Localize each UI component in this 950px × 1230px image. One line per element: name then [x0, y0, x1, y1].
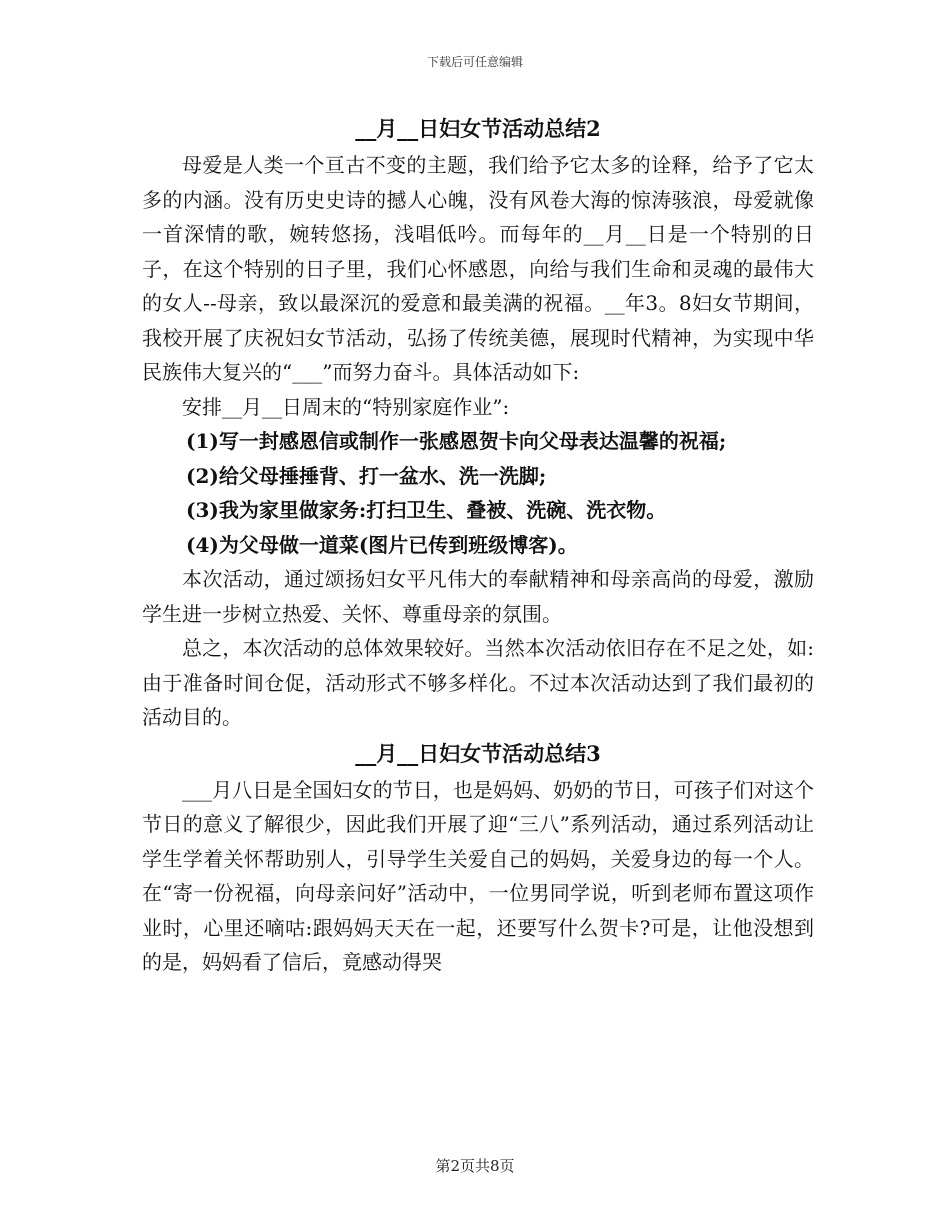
- document-body: [142, 110, 814, 980]
- homework-item-1: (1)写一封感恩信或制作一张感恩贺卡向父母表达温馨的祝福;: [186, 429, 727, 453]
- homework-item-4: (4)为父母做一道菜(图片已传到班级博客)。: [186, 532, 578, 557]
- section-2-intro-paragraph: 母爱是人类一个亘古不变的主题，我们给予它太多的诠释，给予了它太多的内涵。没有历史史诗的撼人心魄，没有风卷大海的惊涛骇浪，母爱就像一首深情的歌，婉转悠扬，浅唱低吟。而每年的__月__日是一个特别的日子，在这个特别的日子里，我们心怀感恩，向给与我们生命和灵魂的最伟大的女人--母亲，致以最深沉的爱意和最美满的祝福。__年3。8妇女节期间，我校开展了庆祝妇女节活动，弘扬了传统美德，展现时代精神，为实现中华民族伟大复兴的“___”而努力奋斗。具体活动如下:: [142, 153, 814, 384]
- page-footer: 第2页共8页: [435, 1157, 515, 1175]
- section-3-title: __月__日妇女节活动总结3: [355, 740, 601, 766]
- section-3-intro-paragraph: ___月八日是全国妇女的节日，也是妈妈、奶奶的节日，可孩子们对这个节日的意义了解很少，因此我们开展了迎“三八”系列活动，通过系列活动让学生学着关怀帮助别人，引导学生关爱自己的妈妈，关爱身边的每一个人。在“寄一份祝福，向母亲问好”活动中，一位男同学说，听到老师布置这项作业时，心里还嘀咕:跟妈妈天天在一起，还要写什么贺卡?可是，让他没想到的是，妈妈看了信后，竟感动得哭: [142, 777, 814, 974]
- section-2-title: __月__日妇女节活动总结2: [355, 116, 601, 141]
- section-2-conclusion-paragraph: 总之，本次活动的总体效果较好。当然本次活动依旧存在不足之处，如:由于准备时间仓促，活动形式不够多样化。不过本次活动达到了我们最初的活动目的。: [142, 636, 814, 729]
- homework-item-2: (2)给父母捶捶背、打一盆水、洗一洗脚;: [186, 463, 547, 488]
- homework-item-3: (3)我为家里做家务:打扫卫生、叠被、洗碗、洗衣物。: [186, 498, 667, 522]
- section-2-arrangement-paragraph: 安排__月__日周末的“特别家庭作业”:: [182, 394, 510, 419]
- page-header: 下载后可任意编辑: [426, 55, 523, 69]
- section-2-activity-paragraph: 本次活动，通过颂扬妇女平凡伟大的奉献精神和母亲高尚的母爱，激励学生进一步树立热爱、关怀、尊重母亲的氛围。: [142, 567, 814, 626]
